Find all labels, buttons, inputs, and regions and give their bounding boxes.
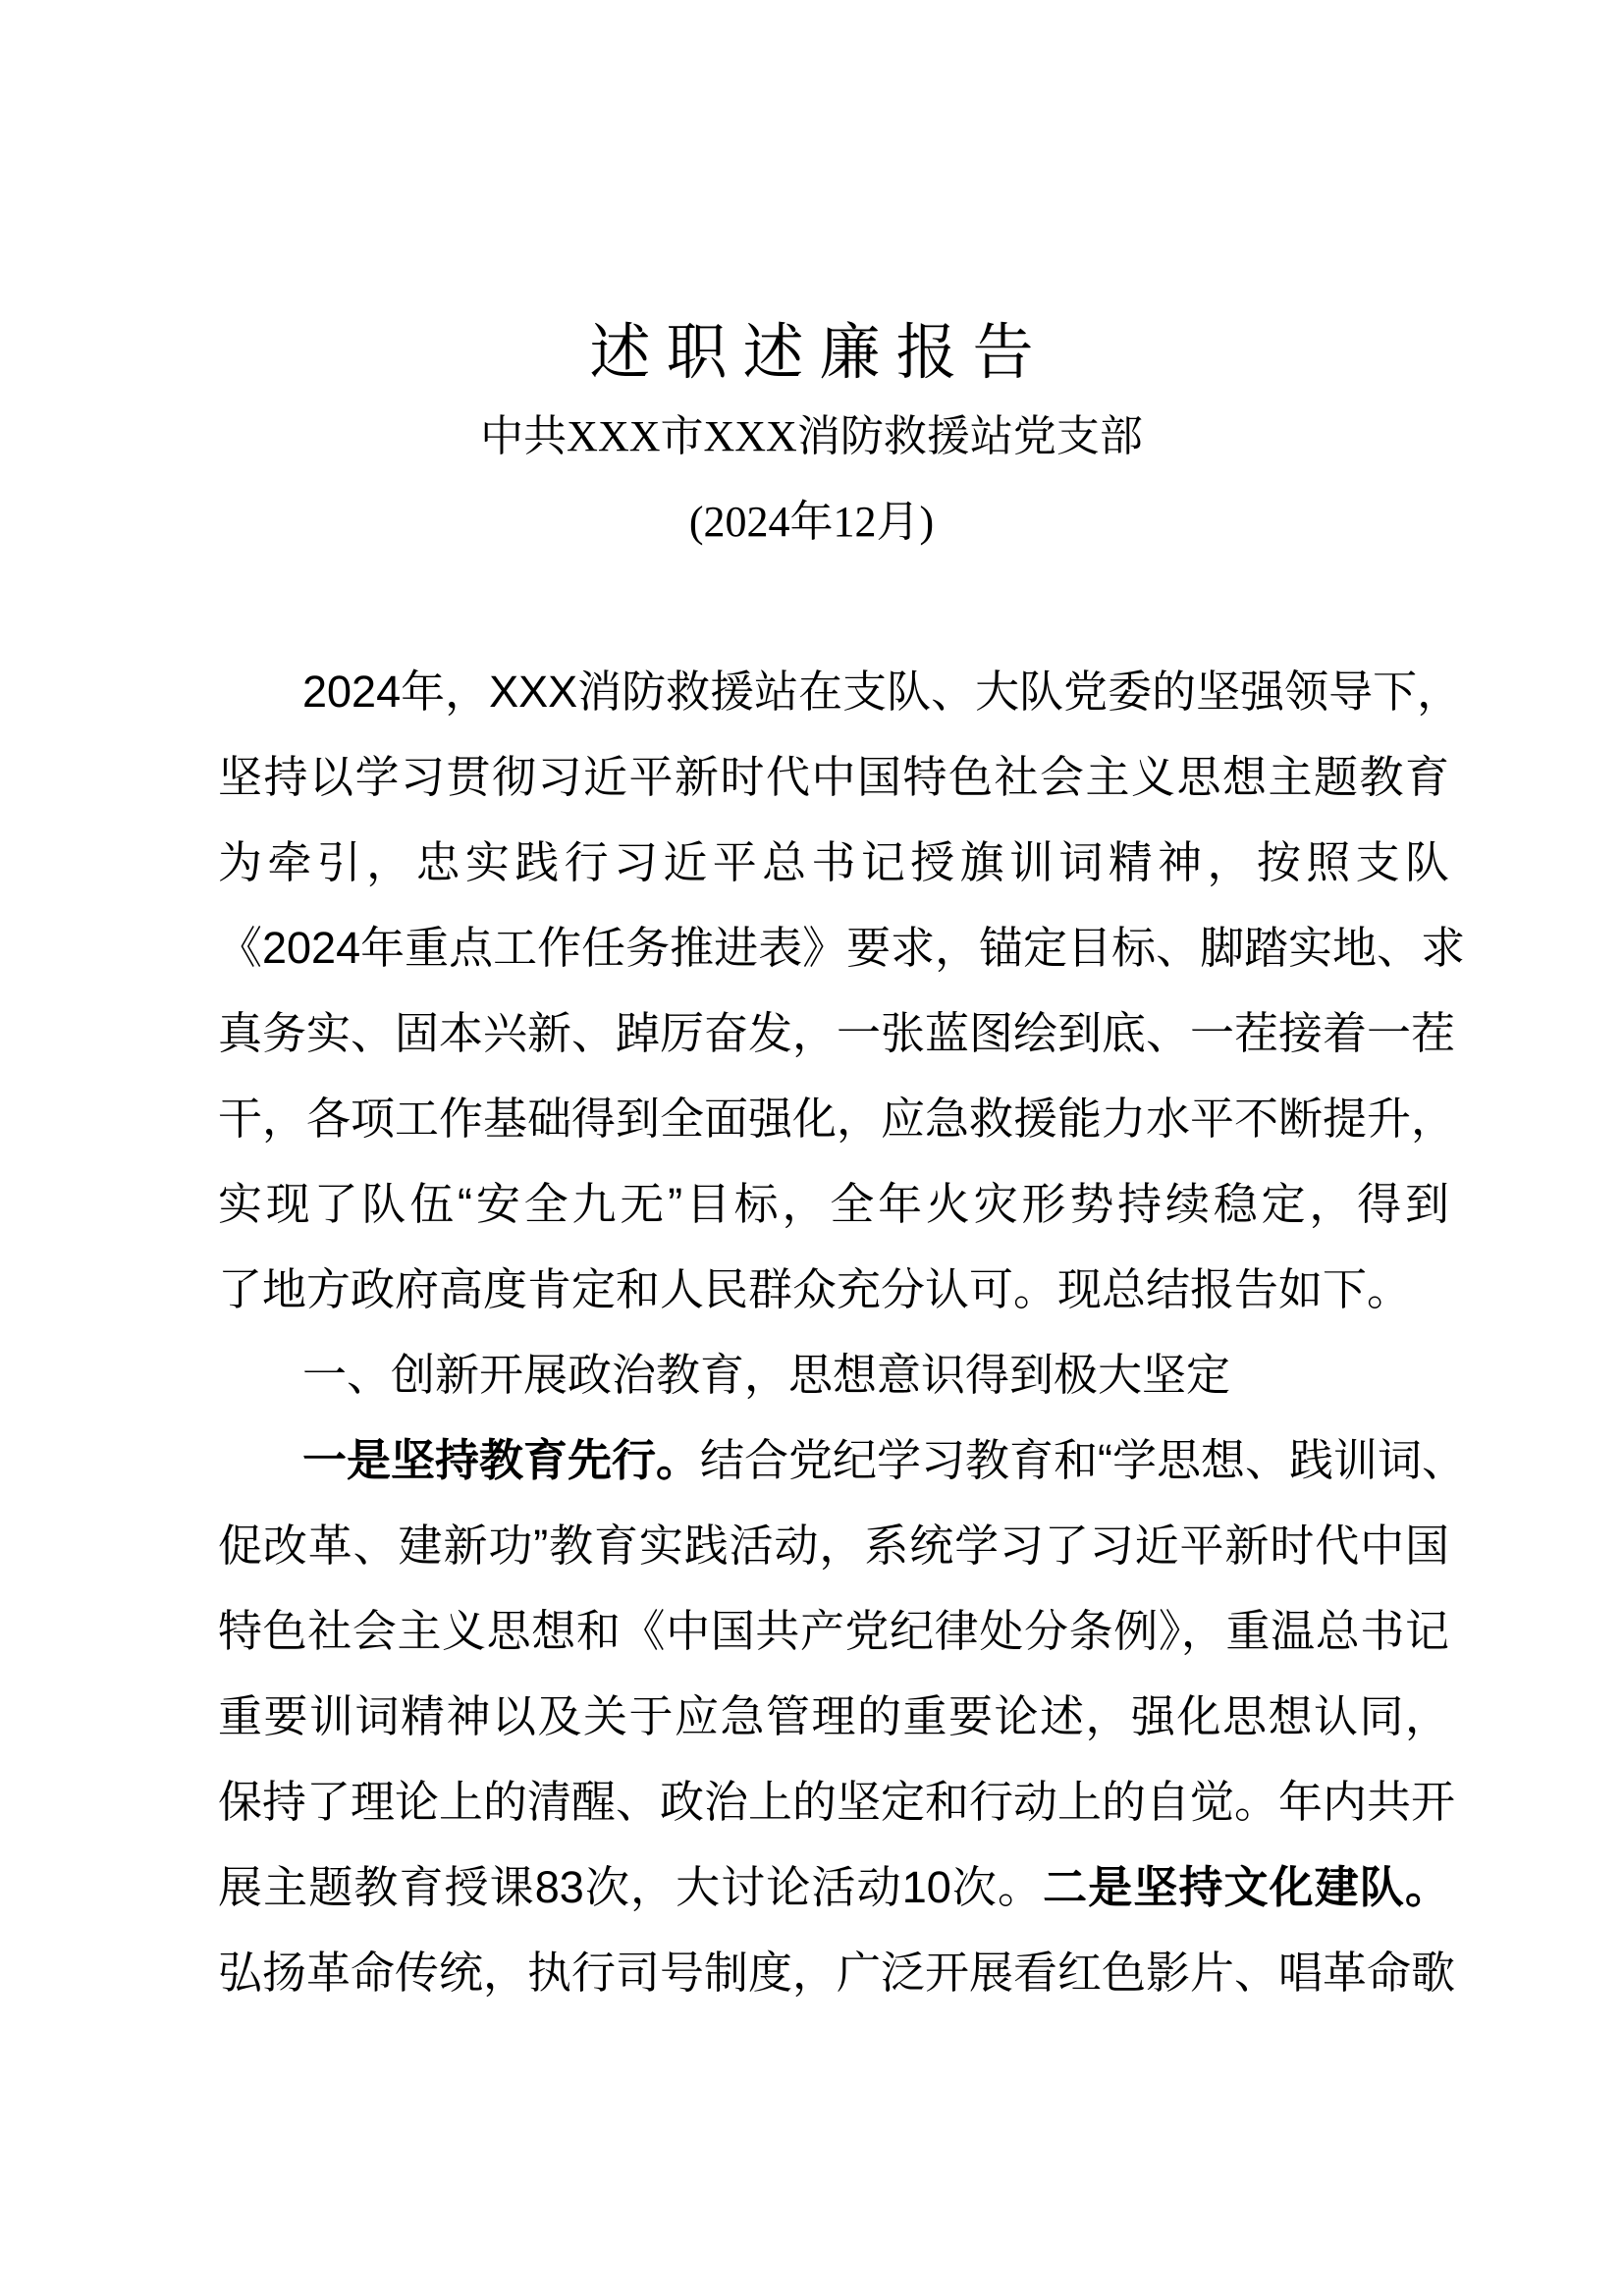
section-paragraph (218, 1417, 1467, 2015)
text-line (218, 1417, 1467, 1503)
bold-lead-phrase: 一是坚持教育先行。 (302, 1435, 701, 1485)
text-line: 干，各项工作基础得到全面强化，应急救援能力水平不断提升， (218, 1094, 1456, 1144)
text-line: 弘扬革命传统，执行司号制度，广泛开展看红色影片、唱革命歌 (218, 1948, 1456, 1998)
bold-lead-phrase: 二是坚持文化建队。 (1043, 1862, 1449, 1912)
text-line: 为牵引，忠实践行习近平总书记授旗训词精神，按照支队 (218, 837, 1449, 887)
report-title: 述职述廉报告 (589, 320, 1050, 387)
report-body (218, 649, 1467, 2015)
text-line: 《2024年重点工作任务推进表》要求，锚定目标、脚踏实地、求 (218, 923, 1466, 973)
report-subtitle: 中共XXX市XXX消防救援站党支部 (480, 412, 1143, 460)
text-run: 结合党纪学习教育和“学思想、践训词、 (700, 1435, 1467, 1485)
text-run: 展主题教育授课83次，大讨论活动10次。 (218, 1862, 1044, 1912)
report-date: (2024年12月) (688, 498, 935, 546)
text-line: 实现了队伍“安全九无”目标，全年火灾形势持续稳定，得到 (218, 1179, 1449, 1229)
text-line: 了地方政府高度肯定和人民群众充分认可。现总结报告如下。 (218, 1264, 1412, 1314)
text-line: 重要训词精神以及关于应急管理的重要论述，强化思想认同， (218, 1691, 1449, 1741)
text-line: 坚持以学习贯彻习近平新时代中国特色社会主义思想主题教育 (218, 752, 1449, 802)
text-line (218, 1844, 1449, 1930)
section-heading: 一、创新开展政治教育，思想意识得到极大坚定 (302, 1350, 1231, 1400)
text-line: 特色社会主义思想和《中国共产党纪律处分条例》，重温总书记 (218, 1606, 1449, 1656)
text-line: 真务实、固本兴新、踔厉奋发，一张蓝图绘到底、一茬接着一茬 (218, 1008, 1456, 1058)
text-line: 促改革、建新功”教育实践活动，系统学习了习近平新时代中国 (218, 1521, 1449, 1571)
text-line: 2024年，XXX消防救援站在支队、大队党委的坚强领导下， (302, 667, 1462, 717)
intro-paragraph (218, 649, 1466, 1332)
text-line: 保持了理论上的清醒、政治上的坚定和行动上的自觉。年内共开 (218, 1777, 1456, 1827)
